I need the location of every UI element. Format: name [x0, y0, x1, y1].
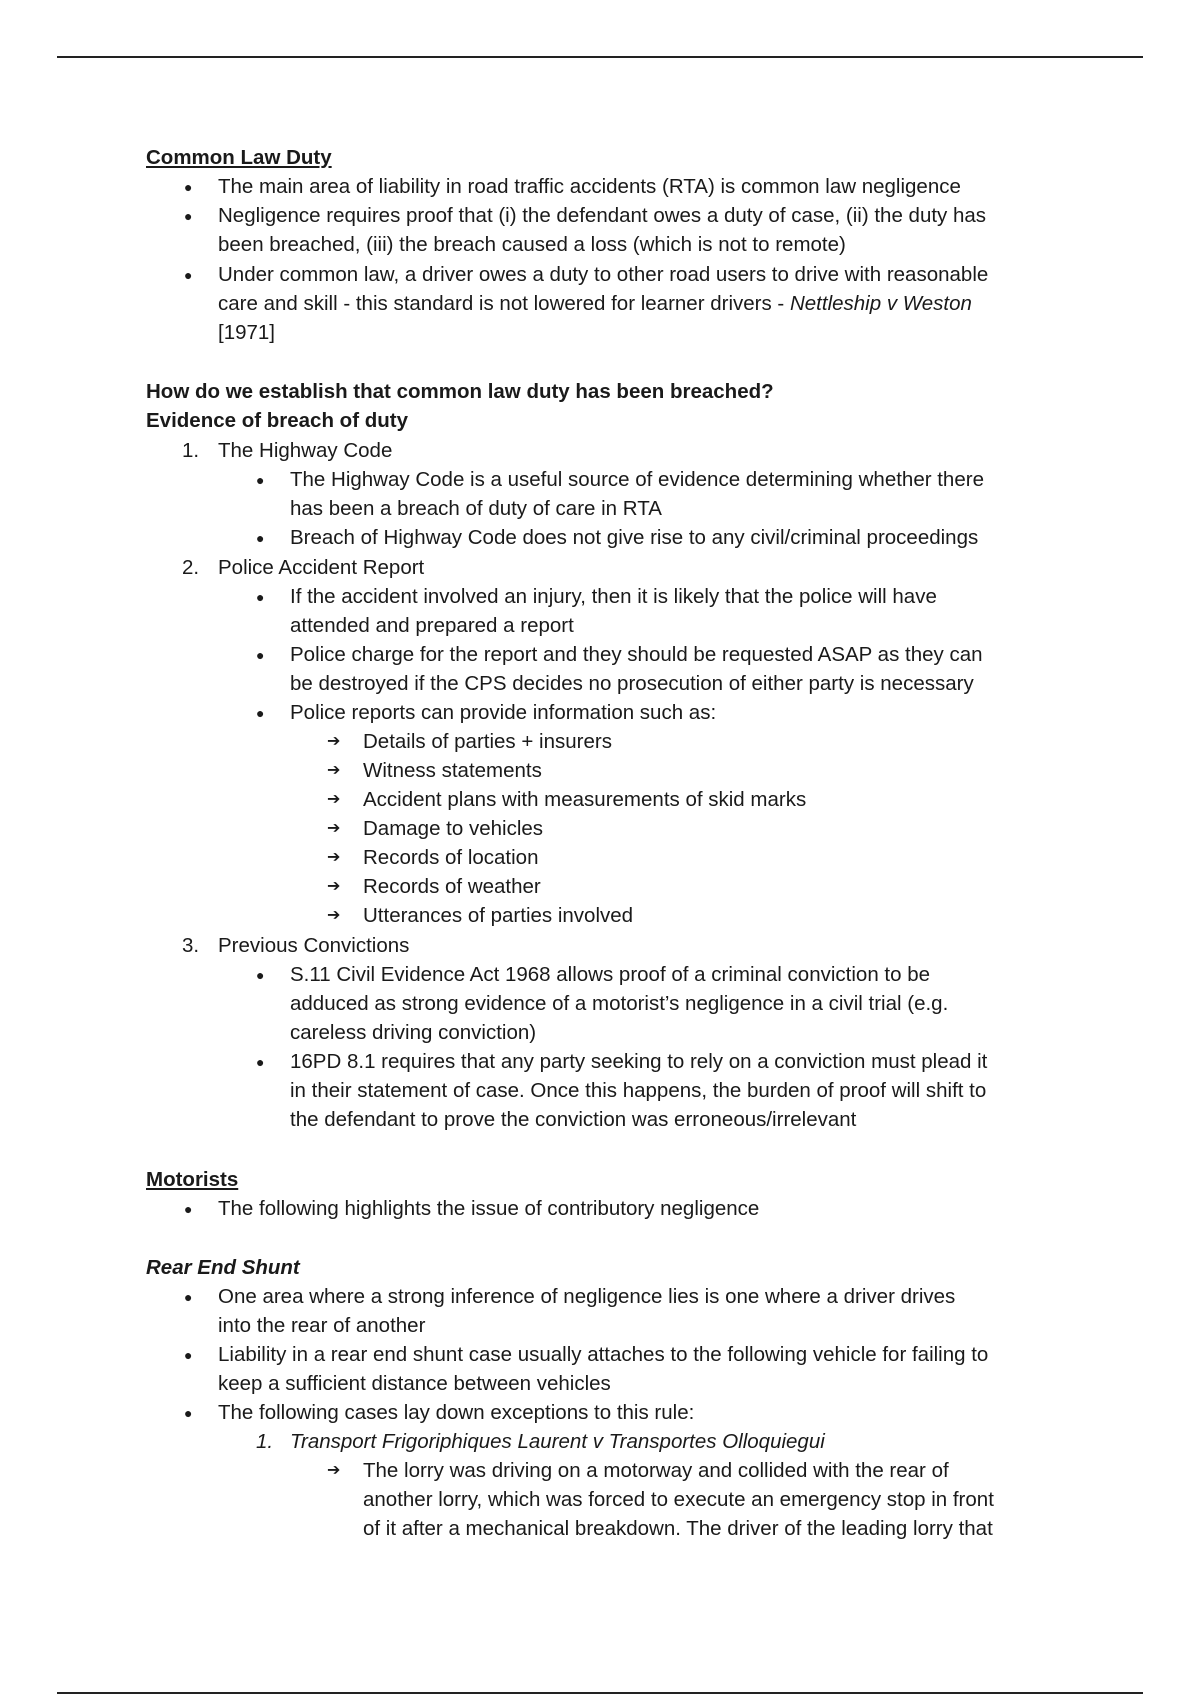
cld-bullet3-line3: [1971] [218, 321, 275, 344]
arrow-bullet-icon: ➔ [327, 1462, 341, 1479]
item3-b2-line1: 16PD 8.1 requires that any party seeking to rely on a conviction must plead it [290, 1050, 988, 1073]
case-name-nettleship: Nettleship v Weston [789, 292, 972, 315]
motorists-bullet1: The following highlights the issue of contributory negligence [218, 1197, 760, 1220]
item3-b1-line2: adduced as strong evidence of a motorist’s negligence in a civil trial (e.g. [290, 992, 949, 1015]
cld-bullet1: The main area of liability in road traffic accidents (RTA) is common law negligence [218, 175, 961, 198]
case1-line3: of it after a mechanical breakdown. The driver of the leading lorry that [363, 1517, 993, 1540]
bullet-dot: ● [256, 1054, 265, 1070]
bullet-dot: ● [184, 1347, 193, 1363]
bullet-dot: ● [256, 472, 265, 488]
bullet-dot: ● [184, 267, 193, 283]
cld-bullet3-line1: Under common law, a driver owes a duty to other road users to drive with reasonable [218, 263, 989, 286]
item3-b2-line2: in their statement of case. Once this happens, the burden of proof will shift to [290, 1079, 987, 1102]
shunt-b2-line1: Liability in a rear end shunt case usually attaches to the following vehicle for failing to [218, 1343, 989, 1366]
arrow-bullet-icon: ➔ [327, 820, 341, 837]
item3-b1-line3: careless driving conviction) [290, 1021, 537, 1044]
case1-title: Transport Frigoriphiques Laurent v Transportes Olloquiegui [290, 1430, 825, 1453]
report-info-item: Accident plans with measurements of skid marks [363, 788, 807, 811]
report-info-item: Utterances of parties involved [363, 904, 634, 927]
heading-breach-question: How do we establish that common law duty has been breached? [146, 380, 774, 403]
item2-b2-line2: be destroyed if the CPS decides no prosecution of either party is necessary [290, 672, 974, 695]
bullet-dot: ● [184, 1289, 193, 1305]
item3-b2-line3: the defendant to prove the conviction was erroneous/irrelevant [290, 1108, 857, 1131]
list-number: 1. [256, 1430, 274, 1453]
report-info-item: Witness statements [363, 759, 542, 782]
report-info-item: Records of location [363, 846, 539, 869]
bullet-dot: ● [256, 647, 265, 663]
list-number: 2. [182, 556, 200, 579]
bullet-dot: ● [256, 589, 265, 605]
arrow-bullet-icon: ➔ [327, 762, 341, 779]
item1-b1-line1: The Highway Code is a useful source of evidence determining whether there [290, 468, 984, 491]
cld-bullet2-line2: been breached, (iii) the breach caused a loss (which is not to remote) [218, 233, 846, 256]
item2-b3: Police reports can provide information such as: [290, 701, 717, 724]
bottom-rule [57, 1692, 1143, 1694]
cld-bullet3-text: care and skill - this standard is not lowered for learner drivers - [218, 292, 790, 315]
cld-bullet3-line2 [218, 292, 972, 316]
bullet-dot: ● [184, 208, 193, 224]
case1-line1: The lorry was driving on a motorway and collided with the rear of [363, 1459, 949, 1482]
item3-title: Previous Convictions [218, 934, 410, 957]
arrow-bullet-icon: ➔ [327, 733, 341, 750]
item3-b1-line1: S.11 Civil Evidence Act 1968 allows proof of a criminal conviction to be [290, 963, 931, 986]
item2-b1-line2: attended and prepared a report [290, 614, 574, 637]
item2-b1-line1: If the accident involved an injury, then it is likely that the police will have [290, 585, 937, 608]
report-info-item: Details of parties + insurers [363, 730, 612, 753]
item1-b1-line2: has been a breach of duty of care in RTA [290, 497, 662, 520]
list-number: 3. [182, 934, 200, 957]
item2-b2-line1: Police charge for the report and they should be requested ASAP as they can [290, 643, 983, 666]
shunt-b2-line2: keep a sufficient distance between vehicles [218, 1372, 611, 1395]
heading-evidence-breach: Evidence of breach of duty [146, 409, 408, 432]
arrow-bullet-icon: ➔ [327, 878, 341, 895]
cld-bullet2-line1: Negligence requires proof that (i) the defendant owes a duty of case, (ii) the duty has [218, 204, 987, 227]
item2-title: Police Accident Report [218, 556, 425, 579]
report-info-item: Records of weather [363, 875, 541, 898]
item1-b2: Breach of Highway Code does not give rise to any civil/criminal proceedings [290, 526, 979, 549]
heading-common-law-duty: Common Law Duty [146, 146, 332, 169]
heading-motorists: Motorists [146, 1168, 239, 1191]
arrow-bullet-icon: ➔ [327, 791, 341, 808]
bullet-dot: ● [256, 530, 265, 546]
bullet-dot: ● [256, 967, 265, 983]
bullet-dot: ● [184, 179, 193, 195]
report-info-item: Damage to vehicles [363, 817, 544, 840]
shunt-b1-line1: One area where a strong inference of negligence lies is one where a driver drives [218, 1285, 956, 1308]
list-number: 1. [182, 439, 200, 462]
top-rule [57, 56, 1143, 58]
arrow-bullet-icon: ➔ [327, 907, 341, 924]
arrow-bullet-icon: ➔ [327, 849, 341, 866]
bullet-dot: ● [184, 1405, 193, 1421]
item1-title: The Highway Code [218, 439, 393, 462]
heading-rear-end-shunt: Rear End Shunt [146, 1256, 300, 1279]
bullet-dot: ● [184, 1201, 193, 1217]
shunt-b1-line2: into the rear of another [218, 1314, 426, 1337]
shunt-b3: The following cases lay down exceptions to this rule: [218, 1401, 695, 1424]
case1-line2: another lorry, which was forced to execute an emergency stop in front [363, 1488, 994, 1511]
bullet-dot: ● [256, 705, 265, 721]
